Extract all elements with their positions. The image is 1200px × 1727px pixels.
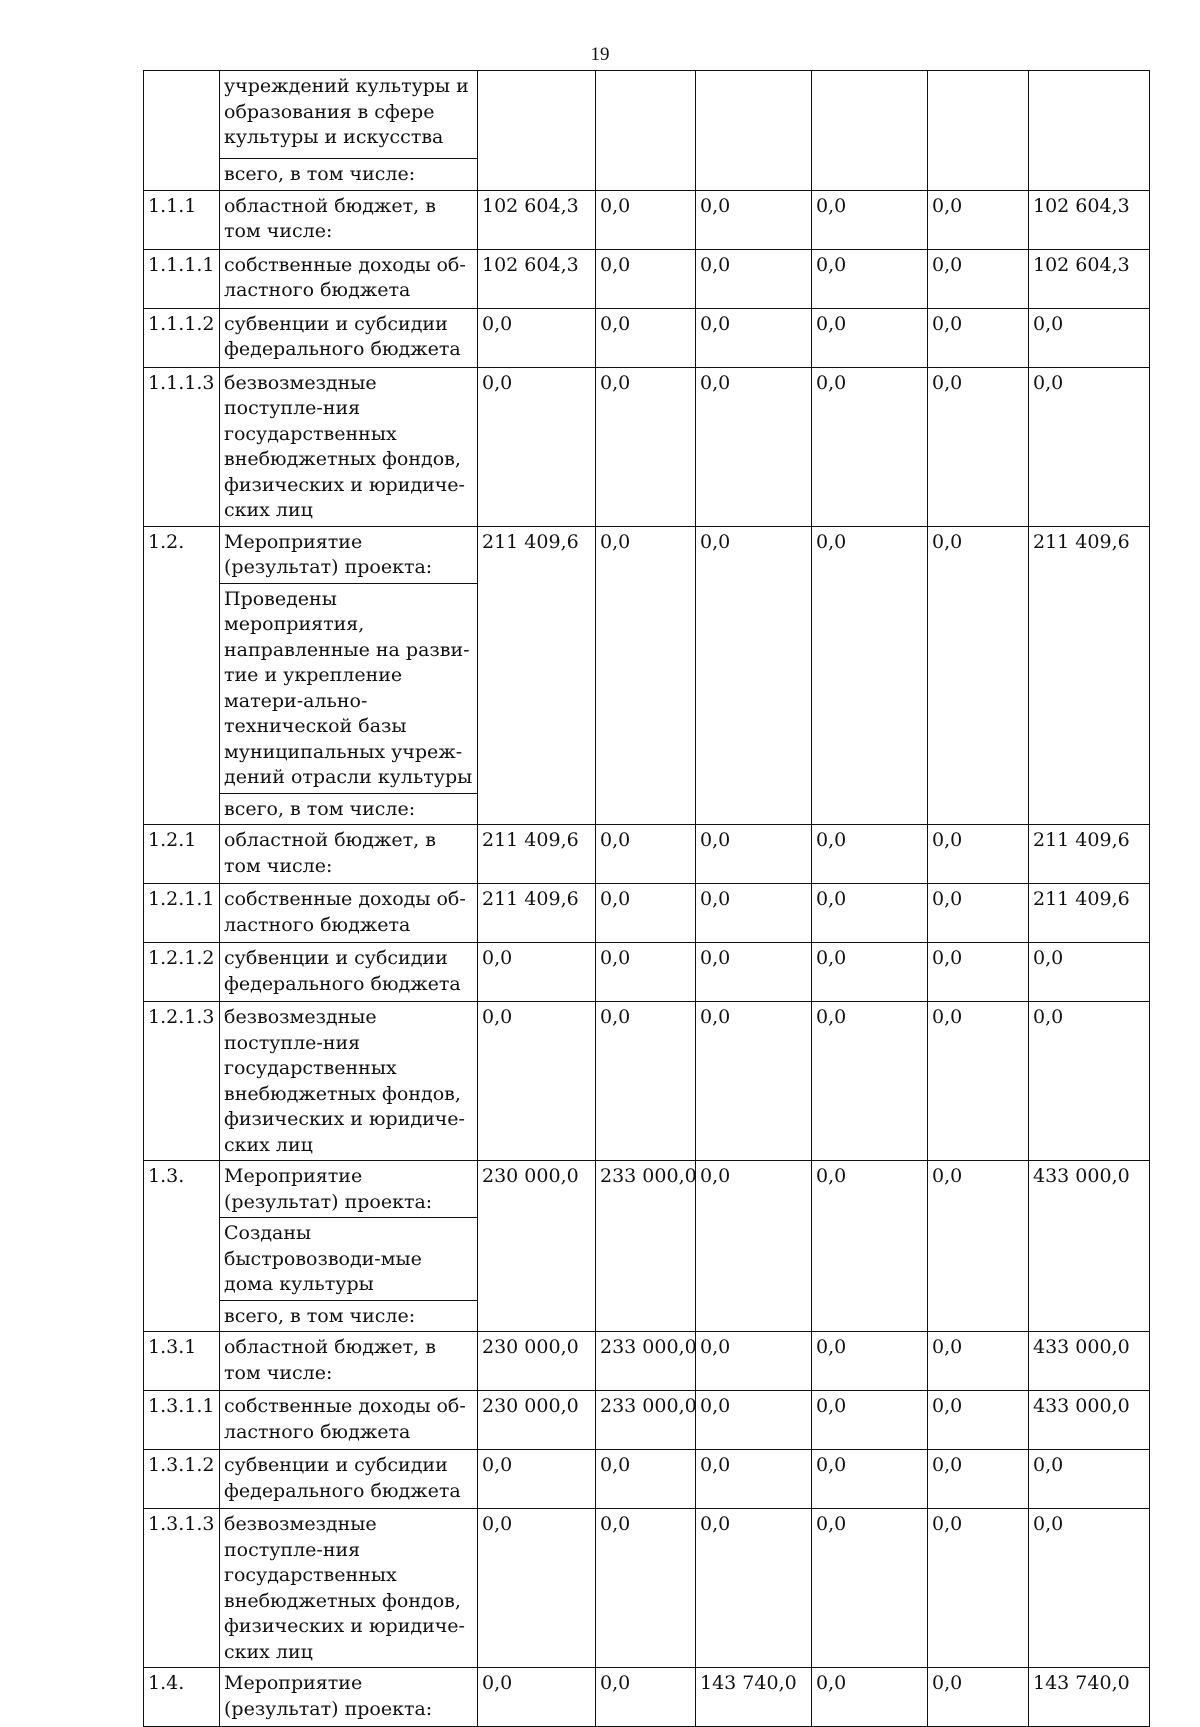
row-code: 1.2.1.1: [144, 884, 220, 943]
table-row: [144, 1668, 1150, 1727]
row-description: областной бюджет, в том числе:: [220, 1332, 478, 1391]
value-cell: 0,0: [696, 825, 812, 884]
value-cell: 0,0: [812, 1391, 928, 1450]
value-cell: 0,0: [812, 884, 928, 943]
value-cell: 0,0: [478, 367, 596, 526]
row-description: безвозмездные поступле-ния государственных внебюджетных фондов, физических и юридиче-ских лиц: [220, 1509, 478, 1668]
row-code: 1.2.1.3: [144, 1002, 220, 1161]
value-cell: 0,0: [812, 308, 928, 367]
value-cell: 102 604,3: [1029, 249, 1150, 308]
table-row: [144, 190, 1150, 249]
row-description: всего, в том числе:: [220, 1300, 478, 1332]
row-description: Мероприятие (результат) проекта:: [220, 1161, 478, 1218]
value-cell: 0,0: [696, 249, 812, 308]
value-cell: 0,0: [478, 943, 596, 1002]
value-cell: 0,0: [596, 308, 696, 367]
value-cell: 0,0: [696, 943, 812, 1002]
value-cell: 0,0: [928, 1509, 1029, 1668]
row-description: собственные доходы об-ластного бюджета: [220, 884, 478, 943]
row-description: Мероприятие (результат) проекта:: [220, 1668, 478, 1727]
value-cell: 211 409,6: [1029, 526, 1150, 825]
row-description: безвозмездные поступле-ния государственных внебюджетных фондов, физических и юридиче-ских лиц: [220, 367, 478, 526]
row-description: субвенции и субсидии федерального бюджета: [220, 1450, 478, 1509]
value-cell: 0,0: [928, 249, 1029, 308]
table-row: [144, 71, 1150, 159]
row-description: субвенции и субсидии федерального бюджета: [220, 308, 478, 367]
value-cell: 0,0: [478, 308, 596, 367]
value-cell: 0,0: [928, 1450, 1029, 1509]
value-cell: 0,0: [696, 308, 812, 367]
value-cell: 102 604,3: [478, 190, 596, 249]
table-row: [144, 1161, 1150, 1218]
table-row: [144, 884, 1150, 943]
value-cell: 0,0: [812, 249, 928, 308]
row-description: субвенции и субсидии федерального бюджета: [220, 943, 478, 1002]
value-cell: 0,0: [928, 1668, 1029, 1727]
row-description: Мероприятие (результат) проекта:: [220, 526, 478, 583]
row-description: безвозмездные поступле-ния государственных внебюджетных фондов, физических и юридиче-ских лиц: [220, 1002, 478, 1161]
row-result-text: Проведены мероприятия, направленные на разви-тие и укрепление матери-ально-технической базы муниципальных учреж-дений отрасли культуры: [220, 583, 478, 793]
value-cell: 0,0: [596, 1450, 696, 1509]
row-description: собственные доходы об-ластного бюджета: [220, 1391, 478, 1450]
value-cell: 0,0: [596, 825, 696, 884]
value-cell: 0,0: [1029, 943, 1150, 1002]
value-cell: 0,0: [928, 1161, 1029, 1332]
value-cell: 211 409,6: [1029, 884, 1150, 943]
value-cell: 0,0: [696, 884, 812, 943]
value-cell: [696, 71, 812, 191]
value-cell: 0,0: [696, 526, 812, 825]
value-cell: 0,0: [1029, 1002, 1150, 1161]
row-code: 1.1.1.3: [144, 367, 220, 526]
value-cell: 0,0: [696, 1161, 812, 1332]
value-cell: 0,0: [928, 825, 1029, 884]
table-row: [144, 943, 1150, 1002]
row-code: 1.3.1.3: [144, 1509, 220, 1668]
row-code: 1.2.1: [144, 825, 220, 884]
value-cell: 211 409,6: [478, 884, 596, 943]
value-cell: 0,0: [596, 884, 696, 943]
value-cell: 0,0: [596, 1002, 696, 1161]
value-cell: 0,0: [812, 1509, 928, 1668]
table-row: [144, 1002, 1150, 1161]
value-cell: 0,0: [812, 1450, 928, 1509]
value-cell: 102 604,3: [478, 249, 596, 308]
page-number: 19: [590, 44, 610, 65]
value-cell: 0,0: [696, 190, 812, 249]
value-cell: 143 740,0: [1029, 1668, 1150, 1727]
row-result-text: Созданы быстровозводи-мые дома культуры: [220, 1218, 478, 1301]
row-code: 1.2.1.2: [144, 943, 220, 1002]
value-cell: 0,0: [812, 825, 928, 884]
row-code: 1.3.1.2: [144, 1450, 220, 1509]
value-cell: 0,0: [596, 249, 696, 308]
row-description: всего, в том числе:: [220, 159, 478, 191]
value-cell: 102 604,3: [1029, 190, 1150, 249]
value-cell: 0,0: [478, 1002, 596, 1161]
value-cell: [478, 71, 596, 191]
table-row: [144, 249, 1150, 308]
value-cell: 0,0: [812, 1002, 928, 1161]
value-cell: [812, 71, 928, 191]
value-cell: 0,0: [1029, 308, 1150, 367]
table-row: [144, 367, 1150, 526]
value-cell: [1029, 71, 1150, 191]
row-code: 1.1.1.2: [144, 308, 220, 367]
value-cell: 0,0: [596, 367, 696, 526]
value-cell: 211 409,6: [1029, 825, 1150, 884]
row-code: 1.1.1: [144, 190, 220, 249]
value-cell: 0,0: [812, 1332, 928, 1391]
table-row: [144, 308, 1150, 367]
value-cell: 433 000,0: [1029, 1332, 1150, 1391]
value-cell: 0,0: [696, 1509, 812, 1668]
value-cell: 0,0: [696, 1332, 812, 1391]
value-cell: 211 409,6: [478, 825, 596, 884]
row-code: 1.3.1.1: [144, 1391, 220, 1450]
value-cell: 0,0: [928, 308, 1029, 367]
value-cell: 233 000,0: [596, 1161, 696, 1332]
table-row: [144, 1509, 1150, 1668]
row-code: 1.3.: [144, 1161, 220, 1332]
value-cell: 0,0: [596, 190, 696, 249]
row-code: 1.2.: [144, 526, 220, 825]
value-cell: 0,0: [928, 884, 1029, 943]
value-cell: 0,0: [812, 943, 928, 1002]
value-cell: 0,0: [478, 1668, 596, 1727]
value-cell: 230 000,0: [478, 1161, 596, 1332]
value-cell: 0,0: [928, 1332, 1029, 1391]
row-description: собственные доходы об-ластного бюджета: [220, 249, 478, 308]
value-cell: 0,0: [696, 1450, 812, 1509]
row-code: 1.4.: [144, 1668, 220, 1727]
row-code: [144, 71, 220, 191]
value-cell: 0,0: [928, 943, 1029, 1002]
value-cell: 0,0: [696, 367, 812, 526]
row-description: всего, в том числе:: [220, 793, 478, 825]
budget-table: [143, 70, 1150, 1727]
value-cell: 0,0: [1029, 1509, 1150, 1668]
value-cell: 211 409,6: [478, 526, 596, 825]
table-row: [144, 526, 1150, 583]
row-description: областной бюджет, в том числе:: [220, 190, 478, 249]
value-cell: 0,0: [696, 1002, 812, 1161]
value-cell: 0,0: [478, 1509, 596, 1668]
value-cell: 0,0: [928, 1391, 1029, 1450]
value-cell: 0,0: [928, 367, 1029, 526]
value-cell: 0,0: [928, 1002, 1029, 1161]
value-cell: 0,0: [596, 943, 696, 1002]
table-row: [144, 1391, 1150, 1450]
value-cell: [928, 71, 1029, 191]
row-code: 1.1.1.1: [144, 249, 220, 308]
value-cell: 0,0: [478, 1450, 596, 1509]
row-code: 1.3.1: [144, 1332, 220, 1391]
value-cell: 233 000,0: [596, 1391, 696, 1450]
value-cell: [596, 71, 696, 191]
value-cell: 230 000,0: [478, 1332, 596, 1391]
value-cell: 0,0: [812, 1161, 928, 1332]
value-cell: 0,0: [1029, 367, 1150, 526]
value-cell: 143 740,0: [696, 1668, 812, 1727]
value-cell: 0,0: [812, 1668, 928, 1727]
value-cell: 0,0: [596, 526, 696, 825]
value-cell: 0,0: [812, 190, 928, 249]
value-cell: 0,0: [928, 190, 1029, 249]
value-cell: 0,0: [928, 526, 1029, 825]
value-cell: 230 000,0: [478, 1391, 596, 1450]
value-cell: 0,0: [696, 1391, 812, 1450]
value-cell: 433 000,0: [1029, 1161, 1150, 1332]
value-cell: 0,0: [812, 526, 928, 825]
value-cell: 433 000,0: [1029, 1391, 1150, 1450]
value-cell: 0,0: [812, 367, 928, 526]
row-description: областной бюджет, в том числе:: [220, 825, 478, 884]
value-cell: 0,0: [596, 1668, 696, 1727]
table-row: [144, 1332, 1150, 1391]
table-row: [144, 1450, 1150, 1509]
value-cell: 0,0: [1029, 1450, 1150, 1509]
value-cell: 233 000,0: [596, 1332, 696, 1391]
row-description: учреждений культуры и образования в сфере культуры и искусства: [220, 71, 478, 159]
table-row: [144, 825, 1150, 884]
value-cell: 0,0: [596, 1509, 696, 1668]
